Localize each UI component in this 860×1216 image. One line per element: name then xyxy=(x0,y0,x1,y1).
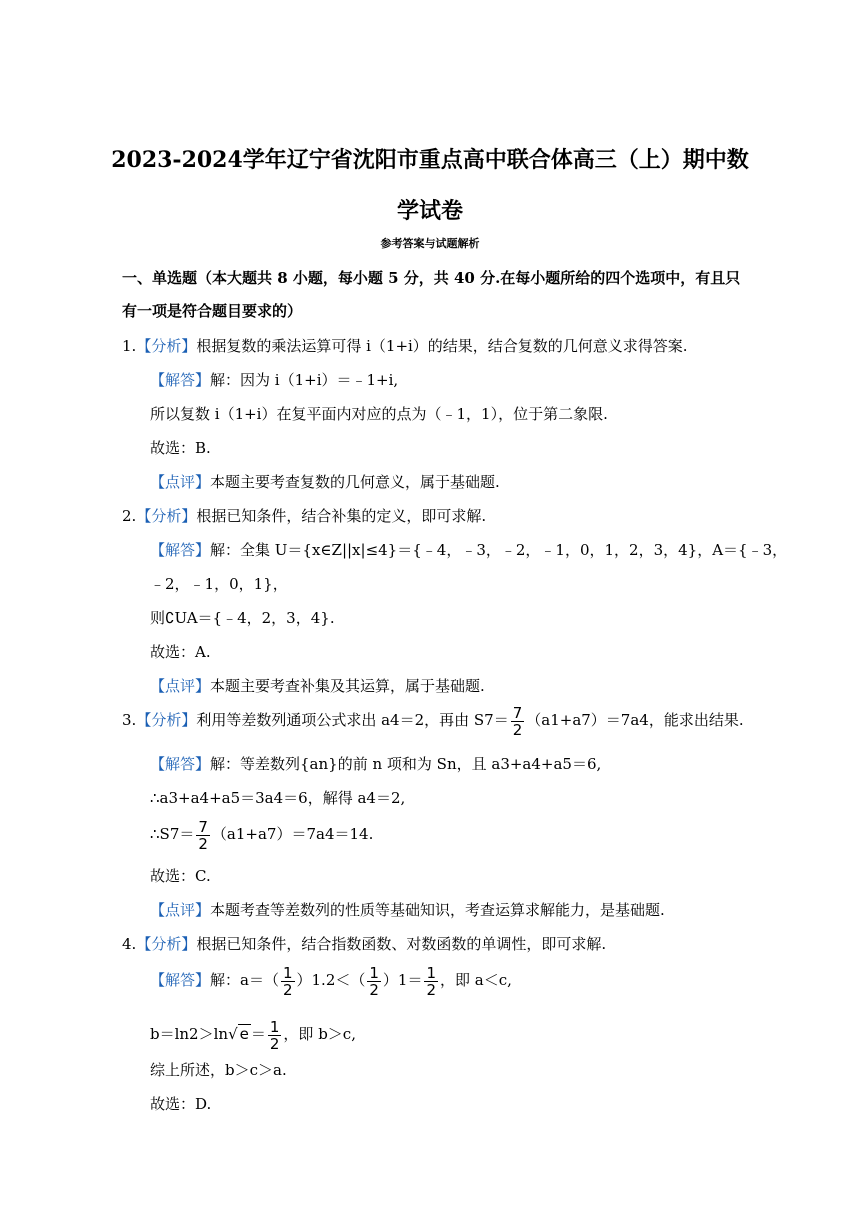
q1-comment-text: 本题主要考查复数的几何意义，属于基础题. xyxy=(210,473,500,491)
section-heading-line1: 一、单选题（本大题共 8 小题，每小题 5 分，共 40 分.在每小题所给的四个选项中，有且只 xyxy=(122,269,741,287)
q2-analysis-text: 根据已知条件，结合补集的定义，即可求解. xyxy=(196,507,487,525)
solution-label: 【解答】 xyxy=(150,971,211,989)
q4-solution-text-1d: ，即 a＜c, xyxy=(440,971,512,989)
q4-choice: 故选：D. xyxy=(150,1095,212,1113)
fraction-7-over-2 xyxy=(511,705,525,738)
q3-number: 3. xyxy=(122,711,137,729)
q1-choice: 故选：B. xyxy=(150,439,211,457)
q3-analysis-text-a: 利用等差数列通项公式求出 a4＝2，再由 S7＝ xyxy=(196,711,509,729)
comment-label: 【点评】 xyxy=(150,901,211,919)
comment-label: 【点评】 xyxy=(150,473,211,491)
q3-comment-text: 本题考查等差数列的性质等基础知识，考查运算求解能力，是基础题. xyxy=(210,901,665,919)
q3-analysis-text-b: （a1+a7）＝7a4，能求出结果. xyxy=(526,711,744,729)
solution-label: 【解答】 xyxy=(150,371,211,389)
q1-analysis-text: 根据复数的乘法运算可得 i（1+i）的结果，结合复数的几何意义求得答案. xyxy=(196,337,688,355)
analysis-label: 【分析】 xyxy=(136,711,197,729)
q3-comment xyxy=(150,900,665,920)
q2-analysis xyxy=(122,506,486,526)
q3-solution-text-2: ∴a3+a4+a5＝3a4＝6，解得 a4＝2, xyxy=(150,789,406,807)
q1-analysis xyxy=(122,336,688,356)
q2-solution xyxy=(150,540,787,560)
q2-comment xyxy=(150,676,485,696)
exam-title-line2: 学试卷 xyxy=(396,198,463,224)
fraction-1-over-2 xyxy=(281,965,295,998)
q1-number: 1. xyxy=(122,337,137,355)
q4-number: 4. xyxy=(122,935,137,953)
q4-solution-text-1a: 解：a＝（ xyxy=(210,971,279,989)
fraction-denominator: 2 xyxy=(512,720,523,739)
q4-solution-text-2c: ，即 b＞c, xyxy=(283,1025,356,1043)
fraction-7-over-2 xyxy=(196,819,210,852)
q4-solution-line-1 xyxy=(150,960,512,1000)
exam-title-line1: 2023-2024学年辽宁省沈阳市重点高中联合体高三（上）期中数 xyxy=(111,147,749,173)
sqrt-symbol: √ e xyxy=(228,1025,249,1043)
comment-label: 【点评】 xyxy=(150,677,211,695)
fraction-numerator: 1 xyxy=(426,963,437,982)
fraction-denominator: 2 xyxy=(269,1034,280,1053)
q3-analysis xyxy=(122,700,744,740)
q2-solution-text-2: ﹣2，﹣1，0，1}， xyxy=(150,575,288,593)
q4-solution-text-3: 综上所述，b＞c＞a. xyxy=(150,1061,287,1079)
q3-solution-text-3a: ∴S7＝ xyxy=(150,825,195,843)
analysis-label: 【分析】 xyxy=(136,337,197,355)
fraction-1-over-2 xyxy=(424,965,438,998)
q1-solution-text-1: 解：因为 i（1+i）＝﹣1+i, xyxy=(210,371,399,389)
q2-comment-text: 本题主要考查补集及其运算，属于基础题. xyxy=(210,677,485,695)
q1-solution xyxy=(150,370,398,390)
fraction-numerator: 1 xyxy=(282,963,293,982)
q3-solution-text-1: 解：等差数列{an}的前 n 项和为 Sn，且 a3+a4+a5＝6, xyxy=(210,755,602,773)
fraction-denominator: 2 xyxy=(369,980,379,999)
q2-solution-text-3: 则∁UA＝{﹣4，2，3，4}. xyxy=(150,609,335,627)
q3-solution-line-3 xyxy=(150,814,373,854)
q1-solution-text-2: 所以复数 i（1+i）在复平面内对应的点为（﹣1，1），位于第二象限. xyxy=(150,405,608,423)
analysis-label: 【分析】 xyxy=(136,507,197,525)
fraction-1-over-2 xyxy=(268,1019,282,1052)
section-heading-line2: 有一项是符合题目要求的） xyxy=(122,302,303,320)
q2-number: 2. xyxy=(122,507,137,525)
q4-analysis xyxy=(122,934,606,954)
fraction-denominator: 2 xyxy=(198,834,208,853)
fraction-denominator: 2 xyxy=(426,980,437,999)
solution-label: 【解答】 xyxy=(150,541,211,559)
fraction-numerator: 1 xyxy=(269,1017,280,1036)
q1-comment xyxy=(150,472,500,492)
exam-subtitle: 参考答案与试题解析 xyxy=(380,237,480,250)
q3-solution-text-3b: （a1+a7）＝7a4＝14. xyxy=(211,825,374,843)
q4-solution-text-2a: b＝ln2＞ln xyxy=(150,1025,229,1043)
fraction-numerator: 1 xyxy=(369,963,379,982)
q4-solution-text-2b: ＝ xyxy=(250,1025,266,1043)
q3-choice: 故选：C. xyxy=(150,867,211,885)
fraction-numerator: 7 xyxy=(198,817,208,836)
q3-solution xyxy=(150,754,601,774)
fraction-numerator: 7 xyxy=(512,703,523,722)
q4-analysis-text: 根据已知条件，结合指数函数、对数函数的单调性，即可求解. xyxy=(196,935,607,953)
fraction-1-over-2 xyxy=(367,965,381,998)
fraction-denominator: 2 xyxy=(282,980,293,999)
q4-solution-text-1c: ）1＝ xyxy=(382,971,423,989)
solution-label: 【解答】 xyxy=(150,755,211,773)
analysis-label: 【分析】 xyxy=(136,935,197,953)
q2-choice: 故选：A. xyxy=(150,643,211,661)
sqrt-radicand: e xyxy=(239,1025,249,1043)
q4-solution-text-1b: ）1.2＜（ xyxy=(296,971,366,989)
q4-solution-line-2 xyxy=(150,1014,356,1054)
q2-solution-text-1: 解：全集 U＝{x∈Z||x|≤4}＝{﹣4，﹣3，﹣2，﹣1，0，1，2，3，4}，A＝{﹣3， xyxy=(210,541,788,559)
